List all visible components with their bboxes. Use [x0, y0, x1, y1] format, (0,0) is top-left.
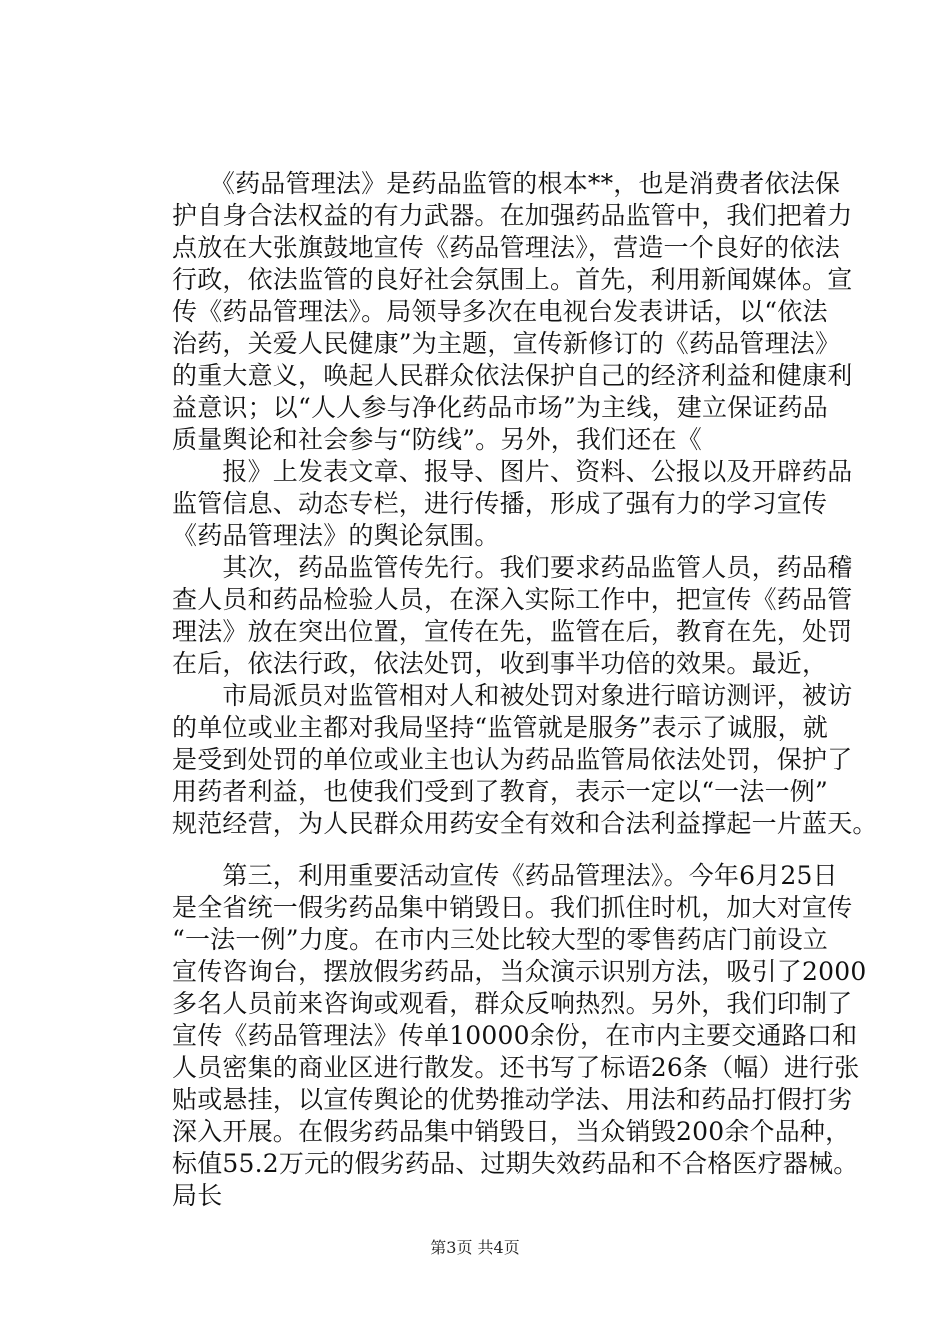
- text-line: 用药者利益，也使我们受到了教育，表示一定以“一法一例”: [172, 777, 828, 806]
- text-line: 治药，关爱人民健康”为主题，宣传新修订的《药品管理法》: [172, 329, 841, 358]
- text-line: 其次，药品监管传先行。我们要求药品监管人员，药品稽: [172, 553, 853, 582]
- text-line: 行政，依法监管的良好社会氛围上。首先，利用新闻媒体。宣: [172, 265, 853, 294]
- text-line: 点放在大张旗鼓地宣传《药品管理法》，营造一个良好的依法: [172, 233, 840, 262]
- text-line: 查人员和药品检验人员，在深入实际工作中，把宣传《药品管: [172, 585, 853, 614]
- text-line: 宣传咨询台，摆放假劣药品，当众演示识别方法，吸引了2000: [172, 957, 867, 986]
- text-line: 质量舆论和社会参与“防线”。另外，我们还在《: [172, 425, 702, 454]
- text-line: 传《药品管理法》。局领导多次在电视台发表讲话，以“依法: [172, 297, 828, 326]
- text-line: 市局派员对监管相对人和被处罚对象进行暗访测评，被访: [172, 681, 853, 710]
- text-line: 贴或悬挂，以宣传舆论的优势推动学法、用法和药品打假打劣: [172, 1085, 853, 1114]
- text-line: 规范经营，为人民群众用药安全有效和合法利益撑起一片蓝天。: [172, 809, 878, 838]
- text-line: 护自身合法权益的有力武器。在加强药品监管中，我们把着力: [172, 201, 853, 230]
- text-line: 宣传《药品管理法》传单10000余份，在市内主要交通路口和: [172, 1021, 858, 1050]
- text-line: 多名人员前来咨询或观看，群众反响热烈。另外，我们印制了: [172, 989, 853, 1018]
- text-line: 是受到处罚的单位或业主也认为药品监管局依法处罚，保护了: [172, 745, 853, 774]
- text-line: 的单位或业主都对我局坚持“监管就是服务”表示了诚服，就: [172, 713, 828, 742]
- text-line: 理法》放在突出位置，宣传在先，监管在后，教育在先，处罚: [172, 617, 853, 646]
- text-line: “一法一例”力度。在市内三处比较大型的零售药店门前设立: [172, 925, 828, 954]
- text-line: 第三，利用重要活动宣传《药品管理法》。今年6月25日: [172, 861, 838, 890]
- text-line: 深入开展。在假劣药品集中销毁日，当众销毁200余个品种，: [172, 1117, 851, 1146]
- text-line: 局长: [172, 1181, 223, 1210]
- page-number-footer: 第3页 共4页: [430, 1238, 520, 1257]
- text-line: 在后，依法行政，依法处罚，收到事半功倍的效果。最近，: [172, 649, 828, 678]
- text-line: 报》上发表文章、报导、图片、资料、公报以及开辟药品: [172, 457, 853, 486]
- text-line: 《药品管理法》是药品监管的根本**，也是消费者依法保: [172, 169, 841, 198]
- text-line: 监管信息、动态专栏，进行传播，形成了强有力的学习宣传: [172, 489, 828, 518]
- text-line: 是全省统一假劣药品集中销毁日。我们抓住时机，加大对宣传: [172, 893, 853, 922]
- text-line: 《药品管理法》的舆论氛围。: [172, 521, 500, 550]
- text-line: 标值55.2万元的假劣药品、过期失效药品和不合格医疗器械。: [172, 1149, 859, 1178]
- text-line: 益意识；以“人人参与净化药品市场”为主线，建立保证药品: [172, 393, 828, 422]
- text-line: 人员密集的商业区进行散发。还书写了标语26条（幅）进行张: [172, 1053, 860, 1082]
- text-line: 的重大意义，唤起人民群众依法保护自己的经济利益和健康利: [172, 361, 853, 390]
